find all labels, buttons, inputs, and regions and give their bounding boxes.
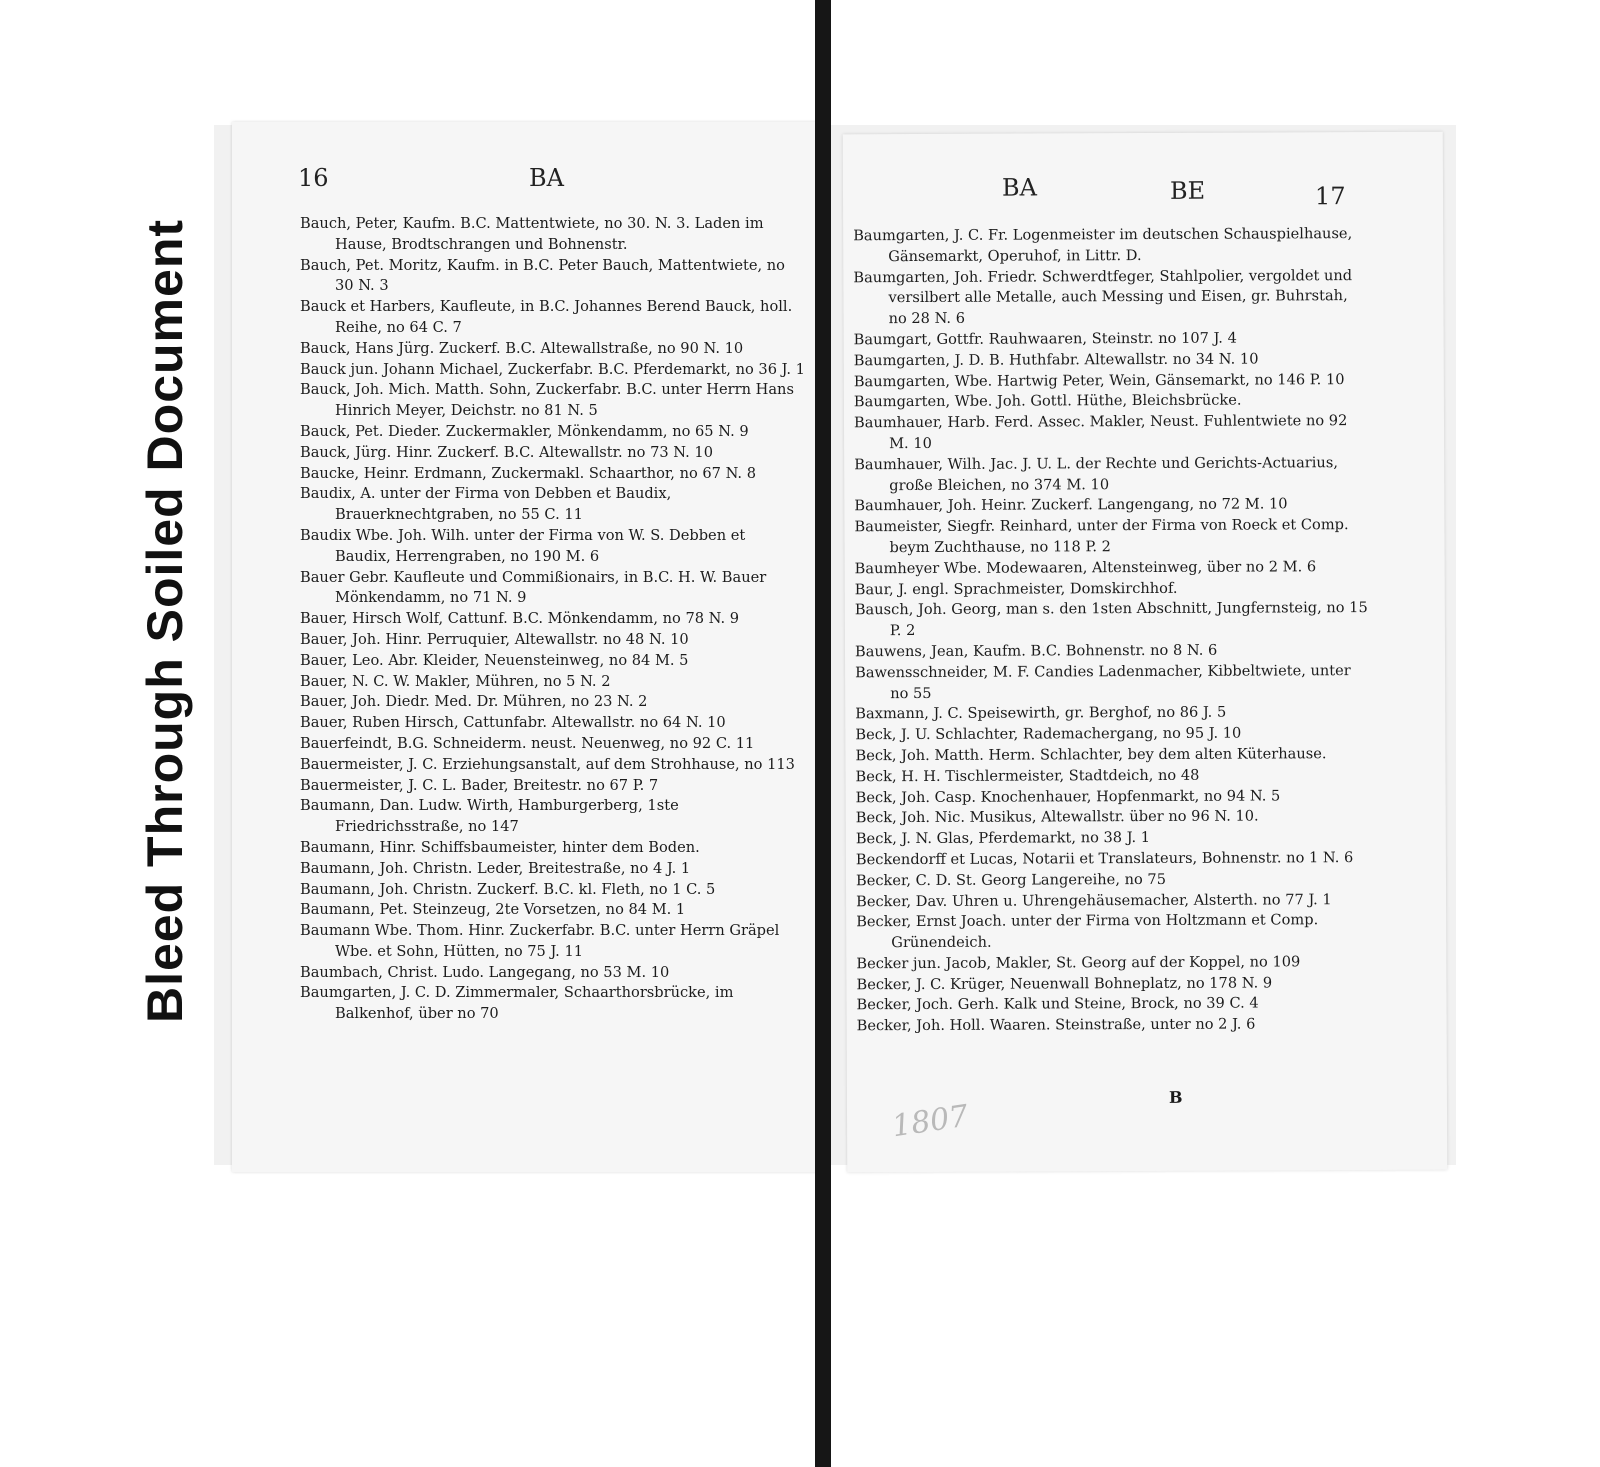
directory-entry: Baumann, Joh. Christn. Leder, Breitestraße, no 4 J. 1	[300, 859, 691, 877]
directory-entry: Baucke, Heinr. Erdmann, Zuckermakl. Schaarthor, no 67 N. 8	[300, 464, 756, 482]
directory-entry: Baumgart, Gottfr. Rauhwaaren, Steinstr. no 107 J. 4	[853, 329, 1237, 349]
bleed-through-stamp	[125, 136, 205, 1106]
directory-entry: Baumann Wbe. Thom. Hinr. Zuckerfabr. B.C. unter Herrn Gräpel Wbe. et Sohn, Hütten, no 75 J. 11	[300, 922, 780, 960]
directory-entry: Becker, J. C. Krüger, Neuenwall Bohneplatz, no 178 N. 9	[856, 974, 1273, 993]
directory-entry: Bauck, Pet. Dieder. Zuckermakler, Mönkendamm, no 65 N. 9	[300, 422, 749, 440]
directory-entry: Bauck jun. Johann Michael, Zuckerfabr. B.C. Pferdemarkt, no 36 J. 1	[300, 360, 805, 378]
directory-entry: Baudix, A. unter der Firma von Debben et Baudix, Brauerknechtgraben, no 55 C. 11	[300, 485, 672, 524]
directory-entry: Bauer, N. C. W. Makler, Mühren, no 5 N. 2	[300, 672, 611, 690]
directory-entry: Baumann, Dan. Ludw. Wirth, Hamburgerberg, 1ste Friedrichsstraße, no 147	[300, 797, 679, 836]
directory-entry: Baumgarten, J. C. Fr. Logenmeister im deutschen Schauspielhause, Gänsemarkt, Operuhof, in Littr. D.	[853, 225, 1353, 265]
directory-entry: Baudix Wbe. Joh. Wilh. unter der Firma von W. S. Debben et Baudix, Herrengraben, no 190 M. 6	[300, 526, 746, 565]
directory-entry: Baumann, Pet. Steinzeug, 2te Vorsetzen, no 84 M. 1	[300, 901, 686, 919]
directory-entry: Bauck et Harbers, Kaufleute, in B.C. Johannes Berend Bauck, holl. Reihe, no 64 C. 7	[300, 298, 793, 336]
directory-entry: Baumgarten, J. C. D. Zimmermaler, Schaarthorsbrücke, im Balkenhof, über no 70	[300, 984, 734, 1023]
directory-entry: Baumhauer, Joh. Heinr. Zuckerf. Langengang, no 72 M. 10	[854, 495, 1288, 515]
directory-entry: Baxmann, J. C. Speisewirth, gr. Berghof, no 86 J. 5	[855, 703, 1227, 723]
directory-entry: Bauer, Hirsch Wolf, Cattunf. B.C. Mönkendamm, no 78 N. 9	[300, 610, 740, 628]
right-page-header-ba: BA	[1001, 173, 1038, 202]
directory-entry: Bauer, Joh. Diedr. Med. Dr. Mühren, no 23 N. 2	[300, 693, 648, 711]
directory-entry: Becker, Joch. Gerh. Kalk und Steine, Brock, no 39 C. 4	[856, 994, 1259, 1014]
directory-entry: Becker, Ernst Joach. unter der Firma von Holtzmann et Comp. Grünendeich.	[856, 911, 1319, 952]
directory-entry: Baur, J. engl. Sprachmeister, Domskirchhof.	[854, 579, 1178, 598]
directory-entry: Beck, J. U. Schlachter, Rademachergang, no 95 J. 10	[855, 724, 1242, 744]
directory-entry: Bauerfeindt, B.G. Schneiderm. neust. Neuenweg, no 92 C. 11	[300, 734, 755, 752]
left-page-number: 16	[298, 164, 329, 192]
directory-entry: Bawensschneider, M. F. Candies Ladenmacher, Kibbeltwiete, unter no 55	[855, 661, 1351, 702]
right-entries-list	[853, 224, 1372, 1037]
directory-entry: Baumgarten, Joh. Friedr. Schwerdtfeger, Stahlpolier, vergoldet und versilbert alle Metalle, auch Messing und Eisen, gr. Buhrstah, no 28 N. 6	[853, 266, 1353, 328]
directory-entry: Bausch, Joh. Georg, man s. den 1sten Abschnitt, Jungfernsteig, no 15 P. 2	[854, 599, 1368, 640]
directory-entry: Bauer, Joh. Hinr. Perruquier, Altewallstr. no 48 N. 10	[300, 630, 689, 648]
directory-entry: Beck, Joh. Nic. Musikus, Altewallstr. über no 96 N. 10.	[855, 807, 1259, 827]
left-page	[232, 122, 822, 1172]
right-page	[843, 132, 1448, 1173]
directory-entry: Bauch, Pet. Moritz, Kaufm. in B.C. Peter Bauch, Mattentwiete, no 30 N. 3	[300, 256, 785, 295]
directory-entry: Beckendorff et Lucas, Notarii et Translateurs, Bohnenstr. no 1 N. 6	[855, 848, 1354, 869]
directory-entry: Baumheyer Wbe. Modewaaren, Altensteinweg, über no 2 M. 6	[854, 558, 1317, 578]
directory-entry: Bauermeister, J. C. L. Bader, Breitestr. no 67 P. 7	[300, 776, 659, 794]
pencil-note: 1807	[889, 1098, 971, 1145]
directory-entry: Baumann, Joh. Christn. Zuckerf. B.C. kl. Fleth, no 1 C. 5	[300, 880, 716, 898]
directory-entry: Baumgarten, J. D. B. Huthfabr. Altewallstr. no 34 N. 10	[853, 350, 1259, 370]
directory-entry: Beck, Joh. Casp. Knochenhauer, Hopfenmarkt, no 94 N. 5	[855, 786, 1281, 806]
left-page-header: BA	[529, 164, 564, 192]
directory-entry: Baumhauer, Harb. Ferd. Assec. Makler, Neust. Fuhlentwiete no 92 M. 10	[853, 412, 1348, 453]
directory-entry: Bauer, Leo. Abr. Kleider, Neuensteinweg, no 84 M. 5	[300, 651, 689, 669]
directory-entry: Bauch, Peter, Kaufm. B.C. Mattentwiete, no 30. N. 3. Laden im Hause, Brodtschrangen und Bohnenstr.	[300, 215, 764, 253]
directory-entry: Bauer, Ruben Hirsch, Cattunfabr. Altewallstr. no 64 N. 10	[300, 714, 726, 732]
directory-entry: Bauer Gebr. Kaufleute und Commißionairs, in B.C. H. W. Bauer Mönkendamm, no 71 N. 9	[300, 568, 767, 607]
directory-entry: Baumbach, Christ. Ludo. Langegang, no 53 M. 10	[300, 963, 670, 981]
book-gutter	[815, 0, 831, 1467]
directory-entry: Becker jun. Jacob, Makler, St. Georg auf der Koppel, no 109	[856, 953, 1301, 973]
directory-entry: Becker, Joh. Holl. Waaren. Steinstraße, unter no 2 J. 6	[856, 1015, 1256, 1035]
stamp-text: Bleed Through Soiled Document	[137, 218, 193, 1024]
directory-entry: Baumhauer, Wilh. Jac. J. U. L. der Rechte und Gerichts-Actuarius, große Bleichen, no 374 M. 10	[854, 453, 1338, 494]
directory-entry: Bauck, Joh. Mich. Matth. Sohn, Zuckerfabr. B.C. unter Herrn Hans Hinrich Meyer, Deichstr. no 81 N. 5	[300, 381, 794, 420]
catchword: B	[1168, 1087, 1183, 1107]
directory-entry: Beck, J. N. Glas, Pferdemarkt, no 38 J. 1	[855, 829, 1151, 848]
right-page-number: 17	[1314, 182, 1346, 211]
directory-entry: Bauck, Jürg. Hinr. Zuckerf. B.C. Altewallstr. no 73 N. 10	[300, 443, 713, 461]
directory-entry: Bauermeister, J. C. Erziehungsanstalt, auf dem Strohhause, no 113	[300, 755, 795, 773]
directory-entry: Bauck, Hans Jürg. Zuckerf. B.C. Altewallstraße, no 90 N. 10	[300, 339, 744, 357]
directory-entry: Beck, H. H. Tischlermeister, Stadtdeich, no 48	[855, 766, 1200, 785]
directory-entry: Becker, Dav. Uhren u. Uhrengehäusemacher, Alsterth. no 77 J. 1	[856, 890, 1332, 910]
directory-entry: Becker, C. D. St. Georg Langereihe, no 75	[855, 870, 1167, 889]
right-page-header-be: BE	[1169, 176, 1206, 205]
directory-entry: Baumann, Hinr. Schiffsbaumeister, hinter dem Boden.	[300, 838, 700, 856]
directory-entry: Baumeister, Siegfr. Reinhard, unter der Firma von Roeck et Comp. beym Zuchthause, no 118 P. 2	[854, 516, 1349, 557]
directory-entry: Beck, Joh. Matth. Herm. Schlachter, bey dem alten Küterhause.	[855, 745, 1327, 765]
directory-entry: Baumgarten, Wbe. Joh. Gottl. Hüthe, Bleichsbrücke.	[853, 391, 1242, 411]
directory-entry: Bauwens, Jean, Kaufm. B.C. Bohnenstr. no 8 N. 6	[854, 641, 1218, 661]
directory-entry: Baumgarten, Wbe. Hartwig Peter, Wein, Gänsemarkt, no 146 P. 10	[853, 370, 1345, 390]
left-entries-list	[300, 214, 805, 1025]
